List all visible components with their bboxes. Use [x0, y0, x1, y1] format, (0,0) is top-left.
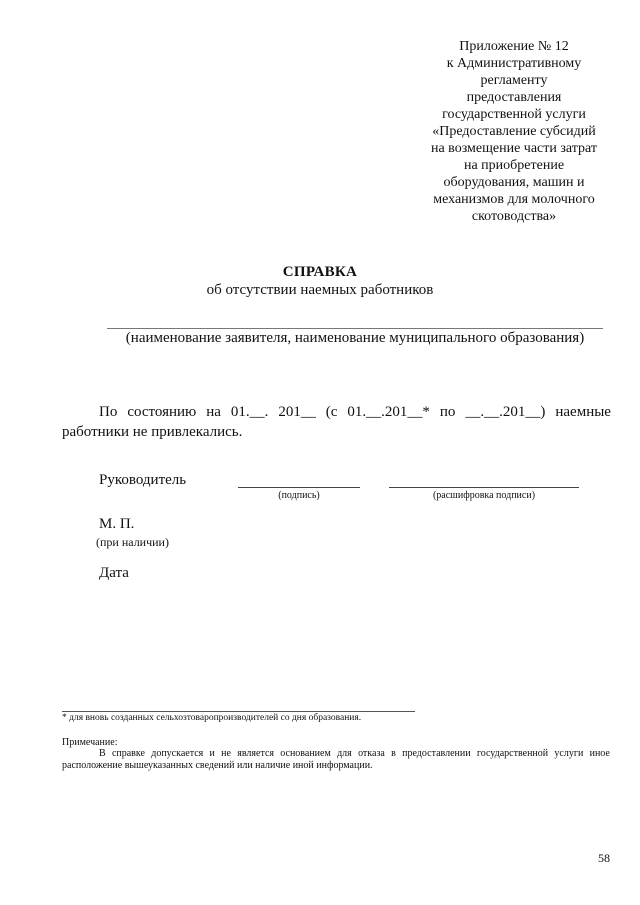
appendix-line: «Предоставление субсидий — [432, 124, 596, 139]
note-word: является — [237, 748, 274, 759]
note-word: услуги — [554, 748, 584, 759]
appendix-line: скотоводства» — [471, 209, 557, 224]
note-word: для — [337, 748, 352, 759]
note-word: предоставлении — [402, 748, 471, 759]
stamp-label: М. П. — [99, 516, 135, 532]
statement-word: на — [206, 404, 221, 420]
appendix-line: регламенту — [480, 73, 548, 88]
statement-line-1 — [62, 402, 611, 422]
statement-word: наемные — [555, 404, 611, 420]
note-word: государственной — [476, 748, 549, 759]
statement-word: по — [439, 404, 456, 420]
appendix-line: на приобретение — [463, 158, 565, 173]
appendix-line: предоставления — [466, 90, 562, 105]
note-word: иное — [589, 748, 610, 759]
signature-decode-caption: (расшифровка подписи) — [432, 490, 536, 501]
appendix-line: к Административному — [446, 56, 582, 71]
statement-word: По — [99, 404, 118, 420]
statement-word: 01.__.201__* — [347, 404, 430, 420]
statement-word: 201__ — [278, 404, 316, 420]
statement-word: (с — [325, 404, 338, 420]
statement-line-2: работники не привлекались. — [62, 424, 243, 440]
appendix-header — [404, 38, 624, 225]
note-line-2: расположение вышеуказанных сведений или наличие иной информации. — [62, 760, 373, 771]
note-word: не — [221, 748, 231, 759]
applicant-fill-line — [107, 328, 603, 329]
note-heading: Примечание: — [62, 737, 118, 748]
statement-paragraph — [62, 402, 611, 442]
statement-word: __.__.201__) — [465, 404, 546, 420]
signature-decode-line — [389, 487, 579, 488]
appendix-line: механизмов для молочного — [433, 192, 595, 207]
note-line-1 — [62, 748, 610, 760]
note-word: и — [209, 748, 215, 759]
signature-line — [238, 487, 360, 488]
note-word: отказа — [358, 748, 385, 759]
footnote: * для вновь созданных сельхозтоваропроизводителей со дня образования. — [62, 713, 362, 723]
document-subtitle: об отсутствии наемных работников — [206, 282, 434, 298]
note-body — [62, 748, 610, 772]
document-title: СПРАВКА — [282, 264, 358, 280]
note-word: справке — [111, 748, 145, 759]
date-label: Дата — [99, 565, 129, 581]
note-word: допускается — [151, 748, 204, 759]
appendix-line: Приложение № 12 — [459, 39, 569, 54]
page-number: 58 — [598, 851, 610, 865]
applicant-caption: (наименование заявителя, наименование муниципального образования) — [125, 330, 585, 346]
stamp-note: (при наличии) — [96, 535, 169, 549]
note-word: В — [99, 748, 106, 759]
note-word: в — [391, 748, 396, 759]
appendix-line: оборудования, машин и — [443, 175, 585, 190]
appendix-line: на возмещение части затрат — [430, 141, 598, 156]
appendix-line: государственной услуги — [442, 107, 586, 122]
statement-word: состоянию — [127, 404, 197, 420]
statement-word: 01.__. — [230, 404, 269, 420]
note-word: основанием — [280, 748, 331, 759]
signature-caption: (подпись) — [278, 490, 320, 501]
footnote-divider — [62, 711, 415, 712]
head-label: Руководитель — [99, 472, 187, 488]
